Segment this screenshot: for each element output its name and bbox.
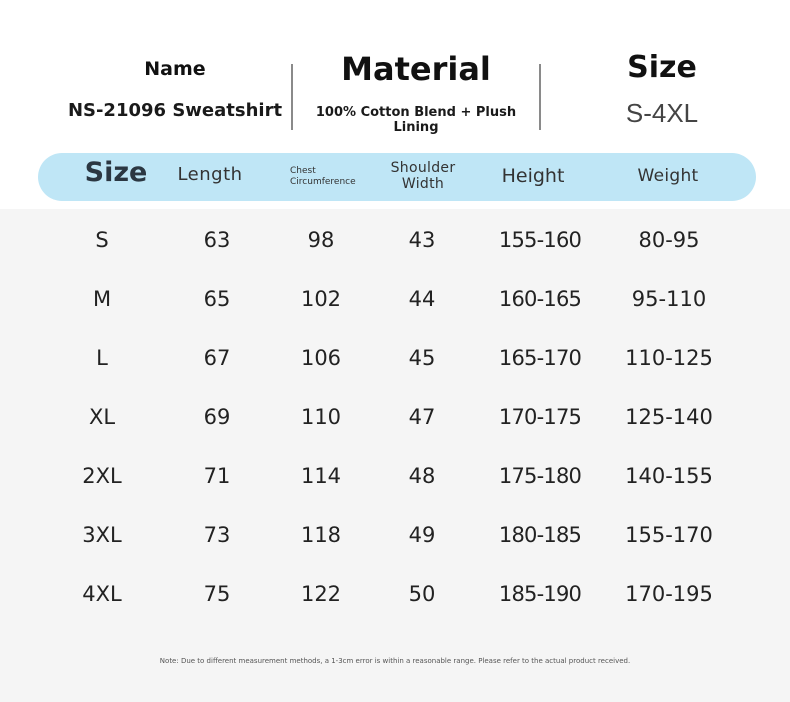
cell-height: 160-165 (498, 287, 582, 311)
table-row (0, 523, 790, 563)
cell-chest: 118 (300, 523, 342, 547)
cell-height: 155-160 (498, 228, 582, 252)
cell-shoulder: 44 (408, 287, 436, 311)
cell-size: S (95, 228, 109, 252)
header-length: Length (177, 164, 243, 185)
cell-chest: 106 (300, 346, 342, 370)
cell-weight: 140-155 (625, 464, 713, 488)
header-shoulder-line1: Shoulder (390, 160, 456, 176)
name-label: Name (144, 58, 206, 80)
cell-weight: 170-195 (625, 582, 713, 606)
cell-shoulder: 43 (408, 228, 436, 252)
table-row (0, 287, 790, 327)
size-label: Size (627, 50, 697, 85)
name-value: NS-21096 Sweatshirt (67, 100, 283, 121)
cell-size: 3XL (82, 523, 122, 547)
cell-shoulder: 49 (408, 523, 436, 547)
cell-chest: 102 (300, 287, 342, 311)
header-height: Height (501, 165, 565, 187)
cell-length: 73 (203, 523, 231, 547)
cell-weight: 95-110 (631, 287, 707, 311)
cell-height: 185-190 (498, 582, 582, 606)
cell-chest: 98 (307, 228, 335, 252)
cell-size: M (92, 287, 112, 311)
table-row (0, 464, 790, 504)
cell-size: 4XL (82, 582, 122, 606)
header-weight: Weight (637, 166, 699, 186)
cell-length: 69 (203, 405, 231, 429)
cell-size: 2XL (82, 464, 122, 488)
cell-height: 175-180 (498, 464, 582, 488)
material-label: Material (341, 50, 491, 88)
header-shoulder (378, 160, 468, 192)
cell-height: 165-170 (498, 346, 582, 370)
cell-size: L (96, 346, 108, 370)
cell-weight: 125-140 (625, 405, 713, 429)
table-row (0, 346, 790, 386)
cell-length: 67 (203, 346, 231, 370)
cell-shoulder: 48 (408, 464, 436, 488)
cell-length: 63 (203, 228, 231, 252)
info-divider-2 (539, 64, 541, 130)
cell-weight: 80-95 (638, 228, 700, 252)
measurement-note: Note: Due to different measurement methods, a 1-3cm error is within a reasonable range. Please refer to the actual product received. (159, 657, 631, 665)
cell-chest: 114 (300, 464, 342, 488)
table-background (0, 209, 790, 702)
header-size: Size (84, 157, 148, 188)
header-shoulder-line2: Width (401, 176, 445, 192)
table-row (0, 405, 790, 445)
cell-length: 65 (203, 287, 231, 311)
header-chest (290, 166, 370, 188)
size-range-value: S-4XL (625, 98, 699, 128)
cell-length: 75 (203, 582, 231, 606)
cell-shoulder: 47 (408, 405, 436, 429)
material-value: 100% Cotton Blend + Plush Lining (315, 105, 517, 135)
header-chest-line2: Circumference (290, 177, 356, 187)
cell-chest: 110 (300, 405, 342, 429)
cell-weight: 110-125 (625, 346, 713, 370)
cell-weight: 155-170 (625, 523, 713, 547)
cell-chest: 122 (300, 582, 342, 606)
header-chest-line1: Chest (290, 166, 316, 176)
cell-length: 71 (203, 464, 231, 488)
table-row (0, 582, 790, 622)
cell-shoulder: 45 (408, 346, 436, 370)
cell-height: 180-185 (498, 523, 582, 547)
info-divider-1 (291, 64, 293, 130)
cell-height: 170-175 (498, 405, 582, 429)
cell-size: XL (88, 405, 116, 429)
cell-shoulder: 50 (408, 582, 436, 606)
table-row (0, 228, 790, 268)
